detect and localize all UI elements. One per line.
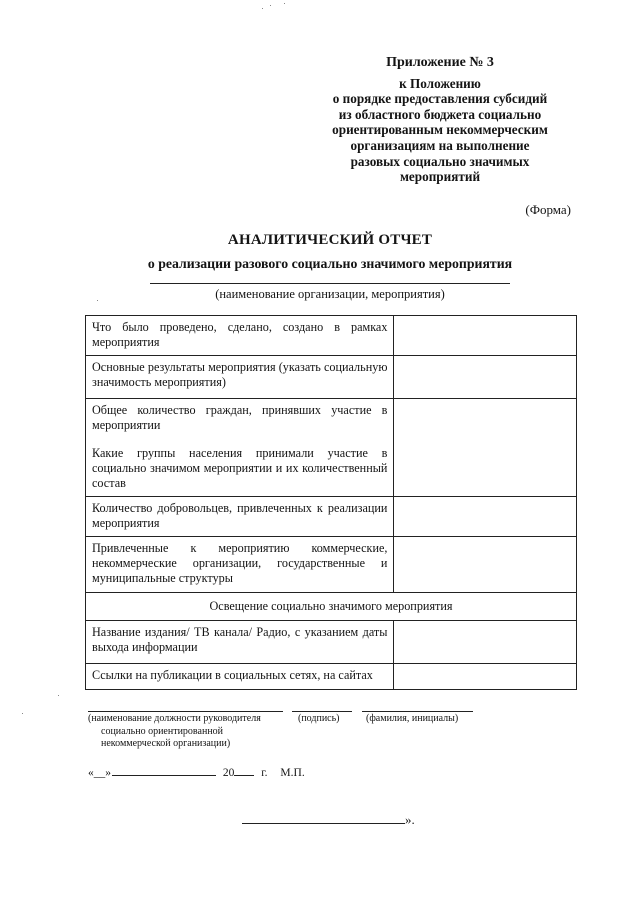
table-row: [86, 621, 577, 664]
position-line[interactable]: [88, 711, 283, 712]
appendix-line: о порядке предоставления субсидий: [332, 91, 548, 107]
table-row: [86, 664, 577, 690]
year-field[interactable]: [234, 765, 254, 776]
date-line: [88, 765, 305, 779]
appendix-line: мероприятий: [399, 169, 481, 185]
report-title: АНАЛИТИЧЕСКИЙ ОТЧЕТ: [227, 232, 433, 248]
scan-speck: [284, 3, 285, 4]
row-question: Привлеченные к мероприятию коммерческие, некоммерческие организации, государственные и муниципальные структуры: [86, 537, 394, 593]
appendix-line: к Положению: [399, 75, 481, 91]
table-row: [86, 497, 577, 537]
row-question-group: [86, 399, 394, 497]
signature-line[interactable]: [292, 711, 352, 712]
position-caption-line: некоммерческой организации): [101, 738, 231, 749]
name-line[interactable]: [362, 711, 473, 712]
row-answer-cell[interactable]: [394, 399, 577, 497]
closing-line: [242, 812, 415, 828]
scan-speck: [270, 5, 271, 6]
appendix-line: организациям на выполнение: [350, 137, 530, 153]
date-close-quote: »: [105, 767, 111, 779]
closing-quote: ».: [405, 812, 415, 827]
appendix-line: из областного бюджета социально: [338, 106, 542, 122]
row-question: Основные результаты мероприятия (указать социальную значимость мероприятия): [86, 356, 394, 399]
section-heading: Освещение социально значимого мероприятия: [86, 593, 577, 621]
closing-field[interactable]: [242, 812, 405, 824]
appendix-header: [290, 55, 590, 185]
table-row: [86, 316, 577, 356]
table-row: [86, 399, 577, 497]
appendix-title: Приложение № 3: [386, 55, 494, 70]
stamp-label: М.П.: [280, 767, 305, 779]
row-question: Общее количество граждан, принявших участие в мероприятии: [92, 403, 388, 432]
appendix-line: ориентированным некоммерческим: [332, 122, 548, 138]
org-name-caption: (наименование организации, мероприятия): [215, 287, 445, 301]
position-caption-line: социально ориентированной: [101, 725, 224, 737]
table-section-row: [86, 593, 577, 621]
scan-speck: [58, 695, 59, 696]
row-question: Что было проведено, сделано, создано в рамках мероприятия: [86, 316, 394, 356]
row-question: Ссылки на публикации в социальных сетях, на сайтах: [86, 664, 394, 690]
form-label: (Форма): [525, 202, 571, 217]
table-row: [86, 537, 577, 593]
table-row: [86, 356, 577, 399]
report-subtitle: о реализации разового социально значимого мероприятия: [147, 256, 513, 271]
row-question: Какие группы населения принимали участие в социально значимом мероприятии и их количественный состав: [92, 446, 388, 490]
scan-speck: [97, 300, 98, 301]
month-field[interactable]: [112, 765, 216, 776]
position-caption: [88, 713, 261, 751]
row-answer-cell[interactable]: [394, 664, 577, 690]
position-caption-line: (наименование должности руководителя: [88, 713, 261, 724]
name-caption: (фамилия, инициалы): [366, 713, 459, 724]
row-answer-cell[interactable]: [394, 621, 577, 664]
row-answer-cell[interactable]: [394, 316, 577, 356]
row-question: Количество добровольцев, привлеченных к реализации мероприятия: [86, 497, 394, 537]
row-question: Название издания/ ТВ канала/ Радио, с указанием даты выхода информации: [86, 621, 394, 664]
date-open-quote: «: [88, 767, 94, 779]
report-table: [85, 315, 577, 690]
appendix-line: разовых социально значимых: [350, 153, 530, 169]
sign-caption: (подпись): [298, 713, 340, 724]
org-name-line[interactable]: [150, 283, 510, 284]
row-answer-cell[interactable]: [394, 537, 577, 593]
row-answer-cell[interactable]: [394, 497, 577, 537]
year-suffix: г.: [261, 767, 268, 779]
day-field[interactable]: __: [93, 767, 106, 779]
scan-speck: [262, 8, 263, 9]
scan-speck: [22, 713, 23, 714]
row-answer-cell[interactable]: [394, 356, 577, 399]
year-prefix: 20: [222, 767, 235, 779]
